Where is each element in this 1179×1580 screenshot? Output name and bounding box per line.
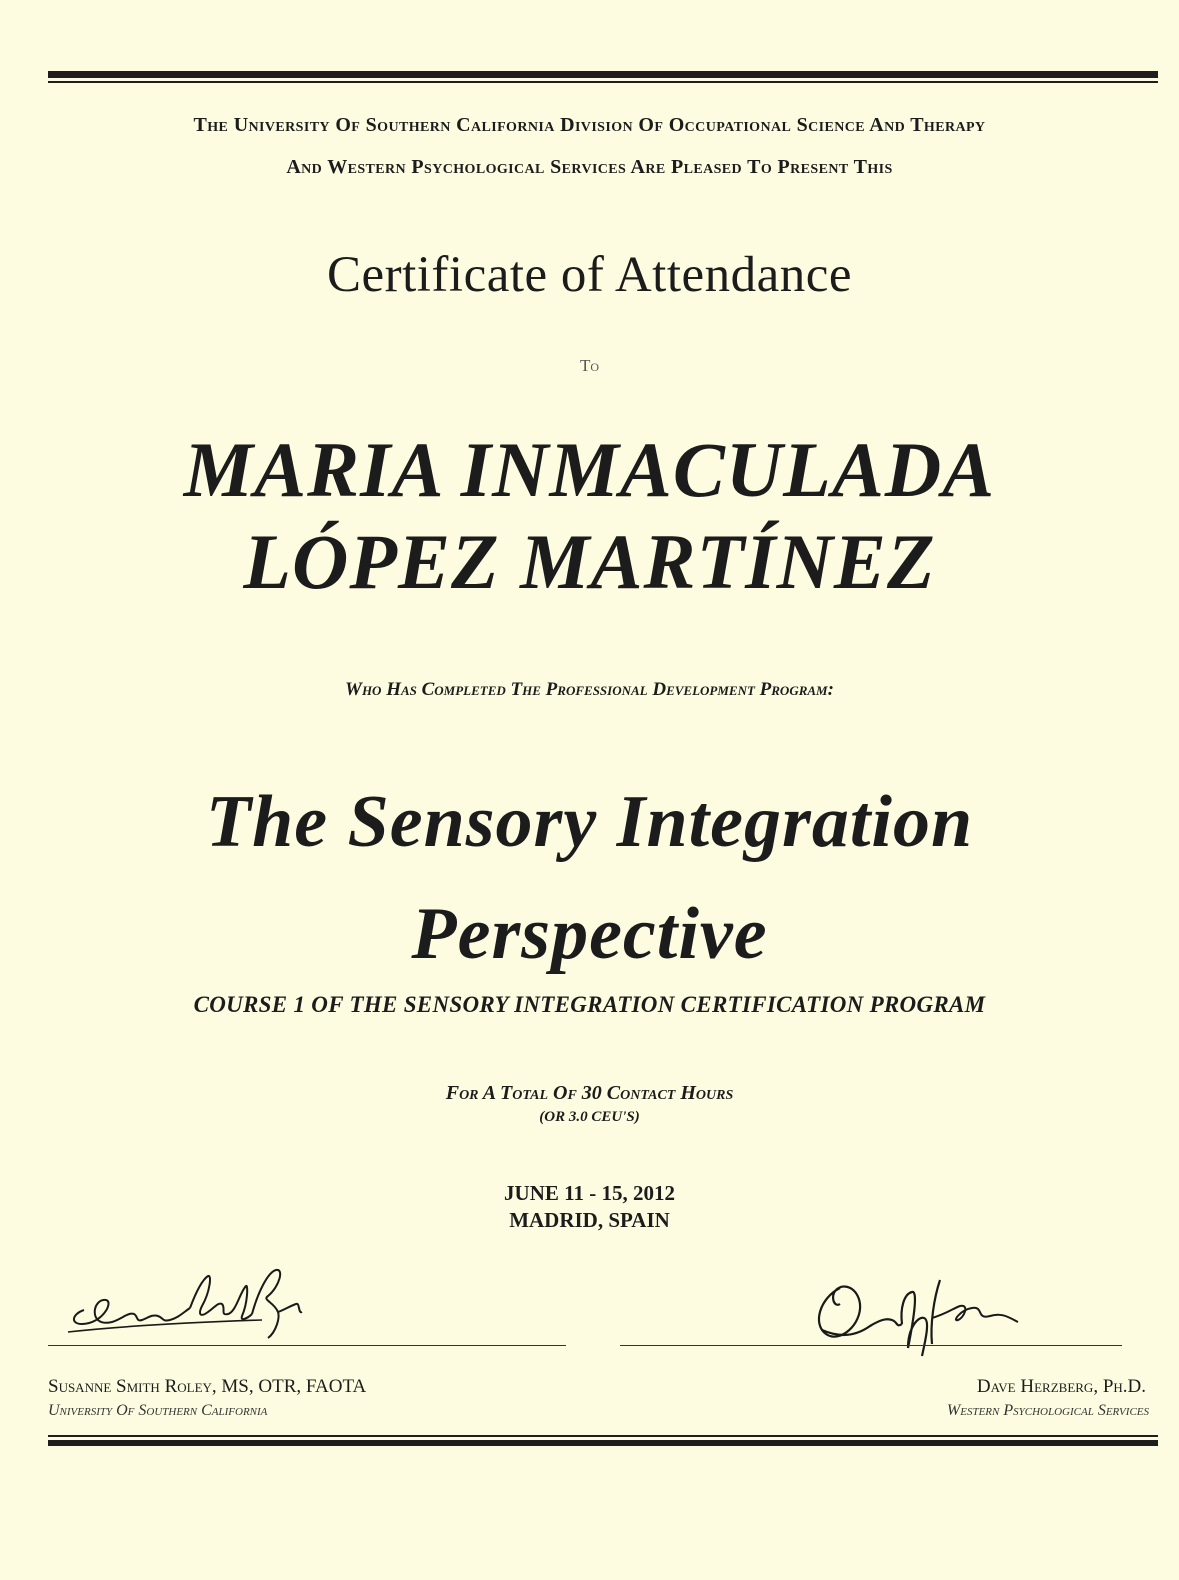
program-name <box>0 766 1179 990</box>
left-signatory-name: Susanne Smith Roley, MS, OTR, FAOTA <box>48 1376 367 1397</box>
completed-label: Who Has Completed The Professional Development Program: <box>345 679 834 700</box>
left-signature-line <box>48 1345 566 1346</box>
right-signatory-organization: Western Psychological Services <box>946 1402 1149 1419</box>
recipient-name-line-1: MARIA INMACULADA <box>183 426 996 513</box>
top-border-thin <box>48 81 1158 83</box>
left-signature <box>62 1262 312 1344</box>
contact-hours: For A Total Of 30 Contact Hours <box>445 1082 734 1104</box>
bottom-border-thin <box>48 1435 1158 1437</box>
program-name-line-2: Perspective <box>411 893 768 975</box>
left-signatory-organization: University Of Southern California <box>48 1402 268 1419</box>
event-details <box>0 1180 1179 1234</box>
presenter-line-2: And Western Psychological Services Are Pleased To Present This <box>286 156 893 178</box>
recipient-name <box>0 424 1179 608</box>
presenter-text <box>0 104 1179 188</box>
program-name-line-1: The Sensory Integration <box>205 781 974 863</box>
recipient-name-line-2: LÓPEZ MARTÍNEZ <box>243 518 936 605</box>
right-signature-line <box>620 1345 1122 1346</box>
to-label: To <box>579 356 600 375</box>
right-signature <box>800 1268 1030 1364</box>
top-border-thick <box>48 71 1158 78</box>
presenter-line-1: The University Of Southern California Division Of Occupational Science And Therapy <box>193 114 986 136</box>
certificate-title: Certificate of Attendance <box>326 247 853 303</box>
event-date: JUNE 11 - 15, 2012 <box>504 1181 675 1205</box>
bottom-border-thick <box>48 1440 1158 1446</box>
course-description: COURSE 1 OF THE SENSORY INTEGRATION CERTIFICATION PROGRAM <box>193 992 986 1017</box>
ceu-credits: (OR 3.0 CEU'S) <box>539 1109 640 1125</box>
right-signatory-name: Dave Herzberg, Ph.D. <box>976 1376 1146 1397</box>
event-location: MADRID, SPAIN <box>509 1208 670 1232</box>
